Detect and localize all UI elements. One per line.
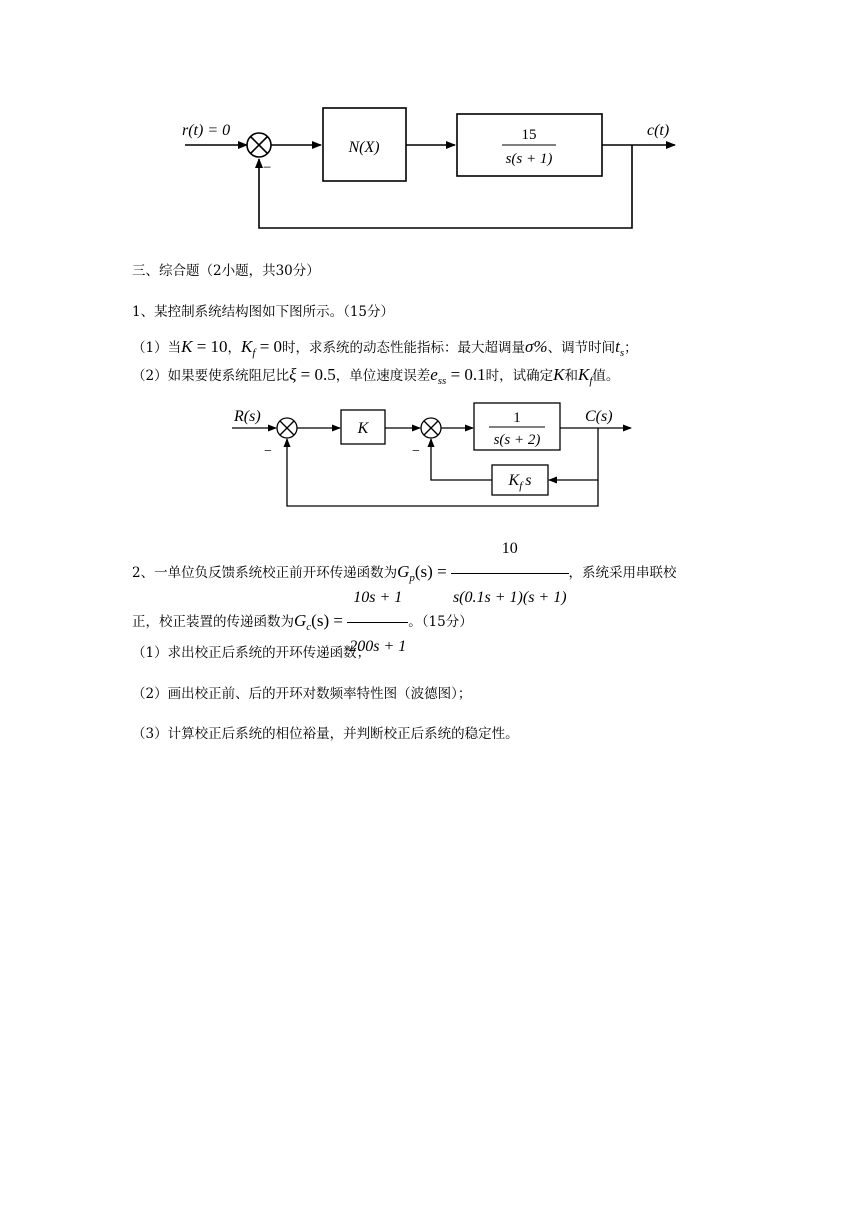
section-heading: 三、综合题（2小题，共30分） (132, 263, 320, 279)
block-diagram-1 (0, 0, 865, 240)
q1-part2-Kf-sub: f (589, 375, 593, 387)
q2-gc-sub: c (306, 621, 312, 633)
d2-block-k-label: K (357, 420, 369, 437)
d1-minus-sign: − (263, 160, 272, 176)
d2-block-g-num: 1 (513, 410, 521, 426)
q1-part1-mid: 时，求系统的动态性能指标：最大超调量 (282, 340, 526, 356)
q1-part1-ts: t (615, 337, 620, 356)
q1-part1 (132, 337, 638, 363)
d1-block-g-num: 15 (521, 127, 537, 143)
q1-part1-Kf: K (241, 337, 253, 356)
q1-part1-sep: ， (227, 340, 242, 356)
q1-part1-sigma: σ% (525, 337, 548, 356)
q2-sub2: （2）画出校正前、后的开环对数频率特性图（波德图）； (132, 686, 472, 702)
q1-part1-Kf-value: = 0 (255, 337, 283, 356)
q1-part2-mid2: 时，试确定 (485, 368, 554, 384)
q2-sub3: （3）计算校正后系统的相位裕量，并判断校正后系统的稳定性。 (132, 726, 519, 742)
q2-gc-symbol: G (294, 611, 307, 630)
q2-line1-prefix: 2、一单位负反馈系统校正前开环传递函数为 (132, 565, 398, 581)
q2-gp-arg: (s) = (414, 562, 447, 581)
d2-minus-1: − (264, 444, 272, 459)
q1-part2-and: 和 (564, 368, 579, 384)
q1-part1-mid2: 、调节时间 (547, 340, 616, 356)
q1-part2-mid: ，单位速度误差 (335, 368, 431, 384)
q2-line1-suffix: ，系统采用串联校 (568, 565, 677, 581)
q1-part1-end: ； (624, 340, 638, 356)
d2-kfs-sub: f (519, 480, 523, 492)
q2-gp-num: 10 (501, 540, 518, 557)
d1-feedback-path (259, 145, 632, 228)
d2-block-kfs-label (508, 472, 532, 492)
q2-gc-arg: (s) = (311, 611, 343, 630)
q1-part1-ts-sub: s (619, 347, 625, 359)
d1-block-nx-label: N(X) (348, 139, 380, 156)
d2-kfs-k: K (508, 472, 520, 489)
q1-part2-e: e (430, 365, 438, 384)
block-diagram-2 (0, 400, 865, 520)
q1-title: 1、某控制系统结构图如下图所示。（15分） (132, 304, 395, 320)
q1-part1-prefix: （1）当 (132, 340, 182, 356)
q1-part2-K: K (553, 365, 565, 384)
q1-part1-K-value: = 10 (192, 337, 228, 356)
d2-input-label: R(s) (234, 408, 261, 425)
q1-part1-K: K (181, 337, 193, 356)
q1-part2-e-sub: ss (437, 375, 447, 387)
q1-part2-prefix: （2）如果要使系统阻尼比 (132, 368, 290, 384)
d1-block-g-den: s(s + 1) (505, 151, 553, 167)
d2-kfs-s: s (525, 472, 532, 489)
d2-output-label: C(s) (585, 408, 613, 425)
q2-gp-symbol: G (397, 562, 410, 581)
q1-part2-Kf: K (578, 365, 590, 384)
q2-line2-prefix: 正，校正装置的传递函数为 (132, 614, 294, 630)
q2-gp-sub: p (409, 572, 415, 584)
q1-part1-Kf-sub: f (252, 347, 256, 359)
q1-part2-end: 值。 (592, 368, 620, 384)
q2-gp-den: s(0.1s + 1)(s + 1) (451, 573, 569, 620)
d2-minus-2: − (412, 444, 420, 459)
d1-input-label: r(t) = 0 (182, 122, 231, 139)
d2-inner-feedback-path (549, 428, 598, 480)
q2-gc-den: 200s + 1 (347, 622, 408, 669)
q2-line2-suffix: 。（15分） (408, 614, 473, 630)
q2-gc-num: 10s + 1 (353, 589, 403, 606)
q1-part2-e-value: = 0.1 (446, 365, 486, 384)
d2-block-g-den: s(s + 2) (493, 432, 541, 448)
q1-part2-xi-value: = 0.5 (296, 365, 336, 384)
q1-part2-xi: ξ (289, 365, 297, 384)
q2-sub1: （1）求出校正后系统的开环传递函数； (132, 645, 371, 661)
d1-output-label: c(t) (647, 122, 670, 139)
q1-part2 (132, 365, 619, 391)
d2-outer-feedback-path (287, 439, 598, 506)
